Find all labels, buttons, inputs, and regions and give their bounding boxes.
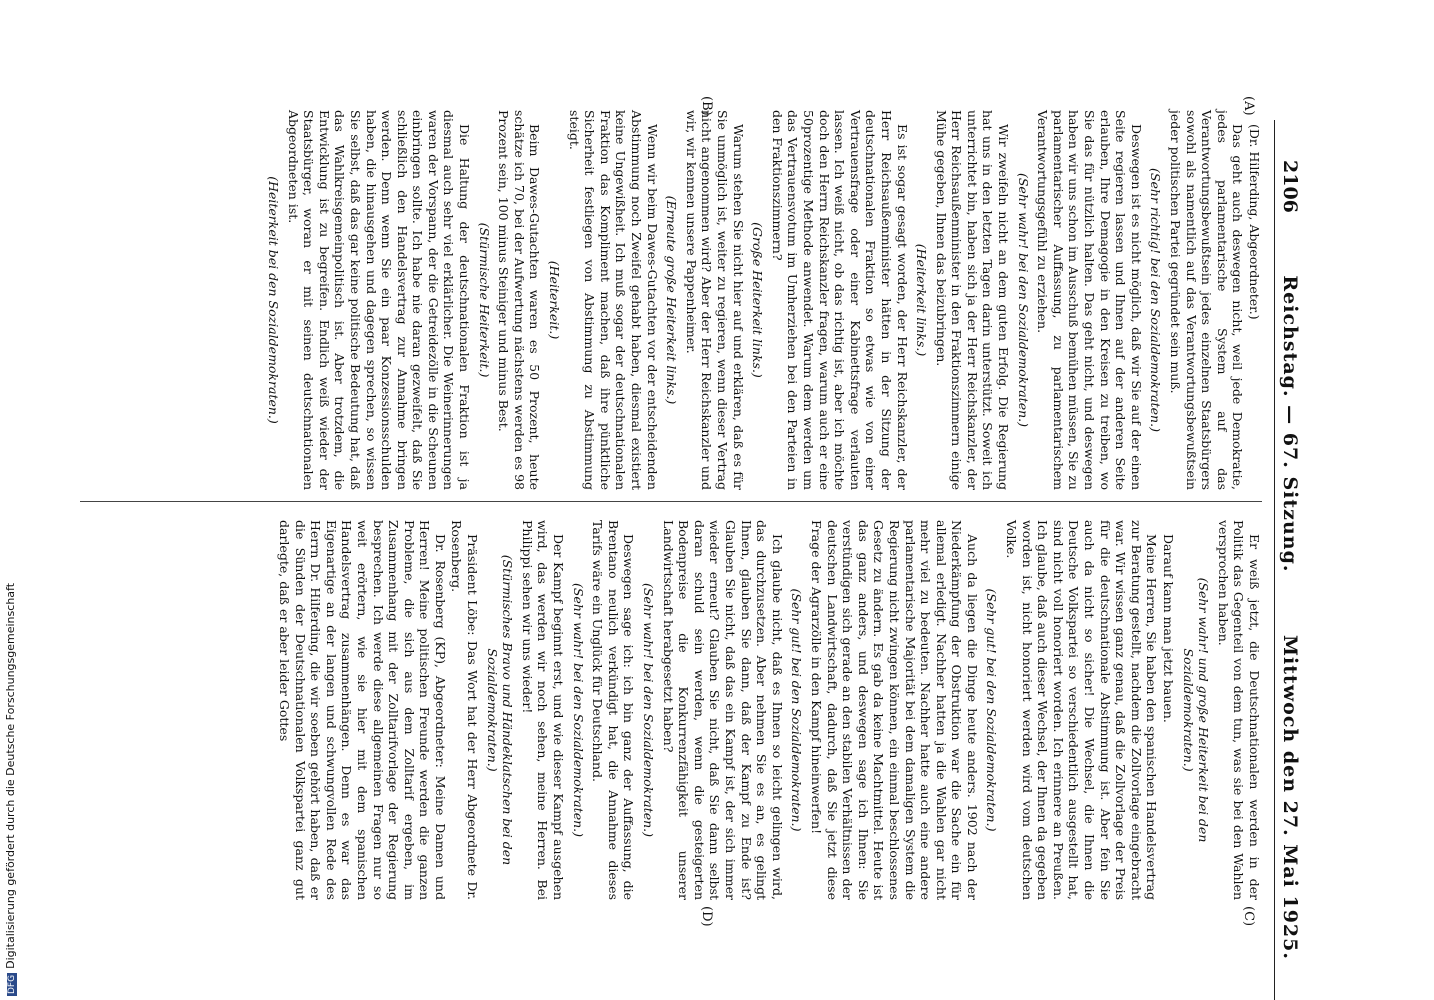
paragraph: Ich glaube nicht, daß es Ihnen so leicht gelingen wird, das durchzusetzen. Aber nehmen Sie es an, es gelingt Ihnen, glauben Sie dann, daß der Kampf zu Ende ist? Glauben Sie nicht, daß das ein Kampf ist, der sich immer wieder erneut? Glauben Sie nicht, daß Sie dann selbst daran schuld sein werden, wenn die gesteigerten Bodenpreise die Konkurrenzfähigkeit unserer Landwirtschaft herabgesetzt haben? [660, 520, 785, 900]
interjection: (Große Heiterkeit links.) [750, 222, 766, 378]
paragraph: Meine Herren, Sie haben den spanischen Handelsvertrag zur Beratung gestellt, nachdem die Zollvorlage eingebracht war. Wir wissen ganz genau, daß die Zollvorlage der Preis für die deutschnationale Abstimmung ist. Aber fein Sie auch da nicht so sicher! Die Wechsel, die Ihnen die Deutsche Volkspartei so verschiedentlich ausgestellt hat, sind nicht voll honoriert worden. Ich erinnere an Preußen. Ich glaube, daß auch dieser Wechsel, der Ihnen da gegeben worden ist, nicht honoriert werden wird vom deutschen Volke. [1004, 520, 1160, 900]
interjection: (Heiterkeit links.) [914, 243, 930, 357]
paragraph: (Dr. Hilferding, Abgeordneter.) [1247, 124, 1262, 320]
interjection: (Sehr gut! bei den Sozialdemokraten.) [789, 588, 805, 832]
column-divider [80, 501, 1262, 502]
interjection: (Sehr gut! bei den Sozialdemokraten.) [984, 588, 1000, 832]
page-title: Reichstag. — 67. Sitzung. [1279, 275, 1301, 573]
interjection: (Sehr wahr! und große Heiterkeit bei den Sozialdemokraten.) [1180, 577, 1212, 843]
paragraph: Das geht auch deswegen nicht, weil jede Demokratie, jedes parlamentarische System auf das Verantwortungsbewußtsein jedes einzelnen Staatsbürgers sowohl als namentlich auf das Verantwortungsbewußtsein jeder politischen Partei gegründet sein muß. [1168, 110, 1246, 490]
paragraph: Der Kampf beginnt erst, und wie dieser Kampf ausgehen wird, das werden wir noch sehen, meine Herren. Bei Philippi sehen wir uns wieder! [519, 520, 567, 900]
interjection: (Heiterkeit bei den Sozialdemokraten.) [265, 176, 281, 424]
session-date: Mittwoch den 27. Mai 1925. [1279, 635, 1301, 960]
paragraph: Deswegen sage ich: ich bin ganz der Auffassung, die Brentano neulich verkündigt hat, die Annahme dieses Tarifs wäre ein Unglück für Deutschland. [590, 520, 637, 900]
margin-marker-b: (B) [699, 96, 714, 116]
paragraph: Er weiß jetzt, die Deutschnationalen werden in der Politik das Gegenteil von dem tun, was sie bei den Wahlen versprochen haben. [1215, 520, 1262, 900]
paragraph: Darauf kann man jetzt bauen. [1161, 534, 1177, 723]
text-column-right [275, 520, 1262, 900]
interjection: (Stürmische Heiterkeit.) [476, 222, 492, 378]
paragraph: Auch da liegen die Dinge heute anders. 1902 nach der Niederkämpfung der Obstruktion war die Sache ein für allemal erledigt. Nachher hatten ja die Wahlen gar nicht mehr viel zu bedeuten. Nachher hatte auch eine andere parlamentarische Majorität bei dem damaligen System die Regierung nicht zwingen können, ein einmal beschlossenes Gesetz zu ändern. Es gab da keine Machtmittel. Heute ist das ganz anders, und deswegen sage ich Ihnen: Sie verstündigen sich gerade an den stabilen Verhältnissen der deutschen Landwirtschaft, dadurch, daß Sie jetzt diese Frage der Agrarzölle in den Kampf hineinwerfen! [808, 520, 980, 900]
interjection: (Sehr wahr! bei den Sozialdemokraten.) [641, 582, 657, 838]
paragraph: Präsident Löbe: Das Wort hat der Herr Abgeordnete Dr. Rosenberg. [449, 520, 481, 900]
margin-marker-c: (C) [1241, 906, 1256, 927]
dfg-logo: DFG [7, 974, 17, 994]
page-header [1274, 120, 1314, 1000]
paragraph: Die Haltung der deutschnationalen Fraktion ist ja diesmal auch sehr viel erklärlicher. Die Weinerinnerungen waren der Vorspann, der die Getreidezölle in die Scheunen einbringen sollte. Ich habe nie daran gezweifelt, daß Sie schließlich den Handelsvertrag zur Annahme bringen werden. Denn wenn Sie ein paar Konzessionsschulden haben, die hinausgehen und dagegen sprechen, so wissen Sie selbst, daß das gar keine politische Bedeutung hat, daß das Wahlkreisgemeinpolitisch ist. Aber trotzdem, die Entwicklung ist zu begreifen. Endlich weiß wieder der Staatsbürger, woran er mit seinen deutschnationalen Abgeordneten ist. [285, 110, 473, 490]
paragraph: Es ist sogar gesagt worden, der Herr Reichskanzler, der Herr Reichsaußenminister hätten in der Sitzung der deutschnationalen Fraktion so etwas wie von einer Vertrauensfrage oder einer Kabinettsfrage verlauten lassen. Ich weiß nicht, ob das richtig ist, aber ich möchte doch den Herrn Reichskanzler fragen, warum auch er eine 50prozentige Methode anwendet. Warum dem werden um das Vertrauensvotum im Umherziehen bei den Parteien in den Fraktionszimmern? [769, 110, 910, 490]
interjection: (Stürmisches Bravo und Händeklatschen bei den Sozialdemokraten.) [484, 554, 516, 866]
paragraph: Wir zweifeln nicht an dem guten Erfolg. Die Regierung hat uns in den letzten Tagen darin unterstützt. Soweit ich unterrichtet bin, haben sich ja der Herr Reichskanzler, der Herr Reichsaußenminister in den Fraktionszimmern einige Mühe gegeben, Ihnen das beizubringen. [933, 110, 1012, 490]
page-number: 2106 [1279, 160, 1301, 213]
text-column-left [261, 110, 1262, 490]
paragraph: Dr. Rosenberg (KP), Abgeordneter: Meine Damen und Herren! Meine politischen Freunde werden die ganzen Probleme, die sich aus dem Zolltarif ergeben, im Zusammenhang mit der Zolltarifvorlage der Regierung besprechen. Ich werde diese allgemeinen Fragen nur so weit erörtern, wie sie hier mit dem spanischen Handelsvertrag zusammenhängen. Denn es war das Eigenartige an der langen und schwungvollen Rede des Herrn Dr. Hilferding, die wir soeben gehört haben, daß er die Sünden der Deutschnationalen Volkspartei ganz gut darlegte, daß er aber leider Gottes [276, 520, 448, 900]
paragraph: Deswegen ist es nicht möglich, daß wir Sie auf der einen Seite regieren lassen und Ihnen auf der anderen Seite erlauben, Ihre Demagogie in den Kreisen zu treiben, wo Sie das für nützlich halten. Das geht nicht, und deswegen haben wir uns schon im Ausschuß bemühen müssen, Sie zu parlamentarischer Auffassung, zu parlamentarischem Verantwortungsgefühl zu erziehen. [1035, 110, 1144, 490]
interjection: (Erneute große Heiterkeit links.) [664, 195, 680, 405]
paragraph: Warum stehen Sie nicht hier auf und erklären, daß es für Sie unmöglich ist, weiter zu regieren, wenn dieser Vertrag nicht angenommen wird? Aber der Herr Reichskanzler und wir, wir kennen unsere Pappenheimer. [683, 110, 746, 490]
digitization-credit [4, 583, 17, 996]
paragraph: Beim Dawes-Gutachten waren es 50 Prozent, heute schätze ich 70, bei der Aufwertung nächstens werden es 98 Prozent sein, 100 minus Steiniger und minus Best. [496, 110, 543, 490]
interjection: (Sehr wahr! bei den Sozialdemokraten.) [570, 582, 586, 838]
margin-marker-a: (A) [1241, 96, 1256, 116]
interjection: (Sehr wahr! bei den Sozialdemokraten.) [1015, 172, 1031, 428]
paragraph: Wenn wir beim Dawes-Gutachten vor der entscheidenden Abstimmung noch Zweifel gehabt haben, diesmal existiert keine Ungewißheit. Ich muß sogar der deutschnationalen Fraktion das Kompliment machen, daß ihre pünktliche Sicherheit festliegen von Abstimmung zu Abstimmung steigt. [566, 110, 660, 490]
interjection: (Heiterkeit.) [547, 260, 563, 340]
digitization-credit-text: Digitalisierung gefördert durch die Deutsche Forschungsgemeinschaft [4, 582, 17, 969]
margin-marker-d: (D) [699, 906, 714, 927]
interjection: (Sehr richtig! bei den Sozialdemokraten.) [1148, 168, 1164, 432]
